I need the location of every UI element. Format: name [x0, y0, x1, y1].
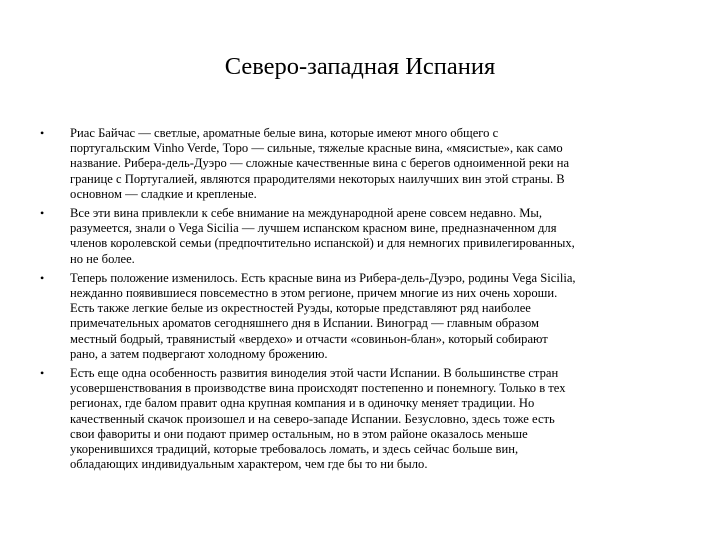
bullet-text: Риас Байчас — светлые, ароматные белые вина, которые имеют много общего с португальским Vinho Verde, Торо — сильные, тяжелые красные вина, «мясистые», как само название. Рибера-дель-Дуэро — сложные качественные вина с берегов одноименной реки на границе с Португалией, являются прародителями некоторых наилучших вин этой страны. В основном — сладкие и крепленые.: [70, 126, 570, 201]
slide-title: Северо-западная Испания: [224, 53, 496, 80]
bullet-marker: •: [40, 366, 45, 381]
bullet-text: Все эти вина привлекли к себе внимание на международной арене совсем недавно. Мы, разумеется, знали о Vega Sicilia — лучшем испанском красном вине, предназначенном для членов королевской семьи (предпочтительно испанской) и для немногих привилегированных, но не более.: [70, 206, 575, 266]
bullet-item: [40, 206, 680, 267]
bullet-list: [40, 126, 680, 476]
bullet-item: [40, 271, 680, 362]
bullet-marker: •: [40, 126, 45, 140]
bullet-text: Есть еще одна особенность развития виноделия этой части Испании. В большинстве стран усовершенствования в производстве вина происходят постепенно и понемногу. Только в тех регионах, где балом правит одна крупная компания и в одиночку меняет традиции. Но качественный скачок произошел и на северо-западе Испании. Безусловно, здесь тоже есть свои фавориты и они подают пример остальным, но в этом районе оказалось меньше укоренившихся традиций, которые требовалось ломать, и здесь сейчас больше вин, обладающих индивидуальным характером, чем где бы то ни было.: [70, 366, 566, 472]
bullet-marker: •: [40, 270, 45, 285]
bullet-item: [40, 126, 680, 202]
bullet-item: [40, 366, 680, 472]
bullet-marker: •: [40, 206, 45, 221]
bullet-text: Теперь положение изменилось. Есть красные вина из Рибера-дель-Дуэро, родины Vega Sicilia, нежданно появившиеся повсеместно в этом регионе, причем многие из них очень хороши. Есть также легкие белые из окрестностей Руэды, которые представляют ряд наиболее примечательных ароматов сегодняшнего дня в Испании. Виноград — главным образом местный бодрый, травянистый «вердехо» и отчасти «совиньон-блан», который собирают рано, а затем подвергают холодному брожению.: [70, 270, 576, 361]
